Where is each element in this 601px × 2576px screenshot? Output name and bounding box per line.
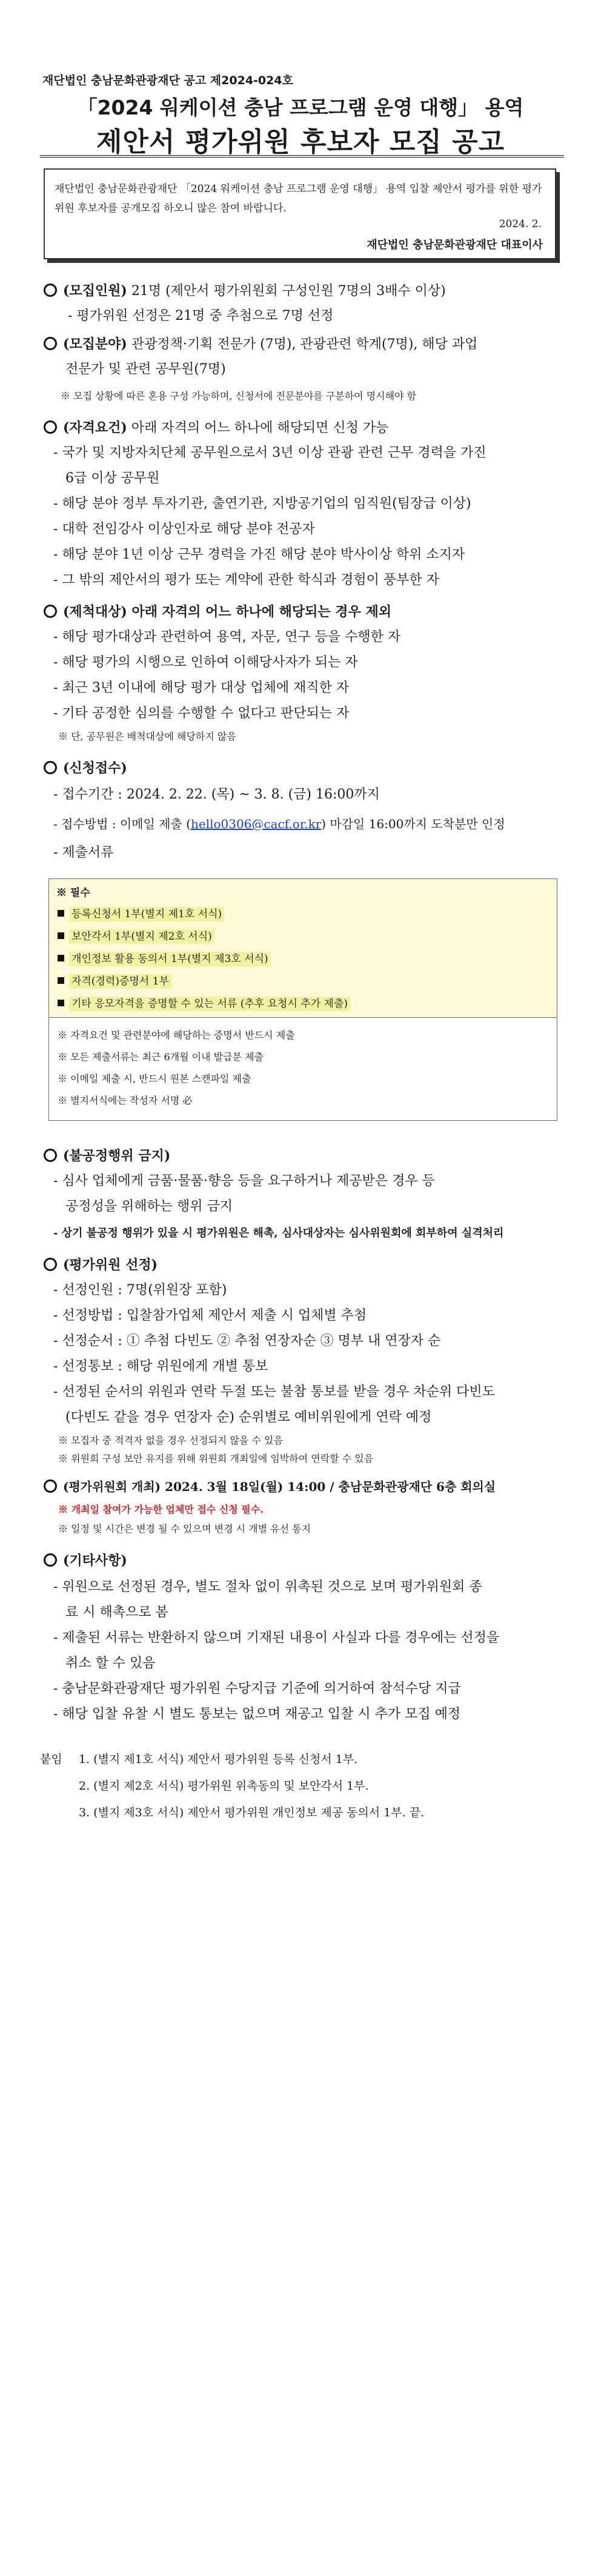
appendix-item: 2. (별지 제2호 서식) 평가위원 위촉동의 및 보안각서 1부. [79,1779,369,1793]
field-note: ※ 모집 상황에 따른 혼용 구성 가능하며, 신청서에 전문분야를 구분하여 명시해야 함 [61,390,417,402]
unfair-item: - 상기 불공정 행위가 있을 시 평가위원은 해촉, 심사대상자는 심사위원회에 회부하여 실격처리 [53,1227,504,1240]
intro-date: 2024. 2. [499,218,542,230]
selection-item: (다빈도 같을 경우 연장자 순) 순위별로 예비위원에게 연락 예정 [65,1410,432,1425]
note-item: ※ 이메일 제출 시, 반드시 원본 스캔파일 제출 [58,1073,251,1084]
exclusion-item: - 해당 평가대상과 관련하여 용역, 자문, 연구 등을 수행한 자 [53,629,401,645]
circle-bullet-icon [44,605,57,618]
title-line-1: 「2024 워케이션 충남 프로그램 운영 대행」 용역 [77,96,524,119]
list-item: 등록신청서 1부(별지 제1호 서식) [58,903,350,926]
submission-notes-box [48,1018,557,1121]
circle-bullet-icon [44,420,57,434]
list-item: 기타 응모자격을 증명할 수 있는 서류 (추후 요청시 추가 제출) [58,993,350,1015]
square-bullet-icon [58,910,64,917]
circle-bullet-icon [44,337,57,350]
appendix-item: 1. (별지 제1호 서식) 제안서 평가위원 등록 신청서 1부. [79,1753,358,1766]
qualification-item: - 대학 전임강사 이상인자로 해당 분야 전공자 [53,522,315,537]
square-bullet-icon [58,932,64,939]
section-application: (신청접수) [44,756,127,781]
other-item: - 충남문화관광재단 평가위원 수당지급 기준에 의거하여 참석수당 지급 [53,1681,461,1696]
unfair-item: - 심사 업체에게 금품·물품·향응 등을 요구하거나 제공받은 경우 등 [53,1173,435,1189]
qualification-item: - 해당 분야 1년 이상 근무 경력을 가진 해당 분야 박사이상 학위 소지자 [53,547,465,562]
intro-box [44,168,556,259]
appendix-label: 붙임 [40,1753,62,1766]
selection-item: - 선정인원 : 7명(위원장 포함) [53,1283,227,1298]
selection-item: - 선정된 순서의 위원과 연락 두절 또는 불참 통보를 받을 경우 차순위 다빈도 [53,1384,495,1399]
committee-red-note: ※ 개최일 참여가 가능한 업체만 접수 신청 필수. [58,1504,264,1515]
qualification-item: 6급 이상 공무원 [65,471,160,486]
notice-number: 재단법인 충남문화관광재단 공고 제2024-024호 [42,74,293,87]
circle-bullet-icon [44,761,57,774]
circle-bullet-icon [44,1479,57,1493]
section-field: (모집분야) 관광정책·기획 전문가 (7명), 관광관련 학계(7명), 해당 과업 [44,332,477,357]
qualification-item: - 국가 및 지방자치단체 공무원으로서 3년 이상 관광 관련 근무 경력을 가진 [53,445,486,460]
selection-item: - 선정순서 : ① 추첨 다빈도 ② 추첨 연장자순 ③ 명부 내 연장자 순 [53,1333,441,1349]
exclusion-item: - 기타 공정한 심의를 수행할 수 없다고 판단되는 자 [53,706,350,721]
qualification-item: - 해당 분야 정부 투자기관, 출연기관, 지방공기업의 임직원(팀장급 이상) [53,496,471,511]
submission-docs: - 제출서류 [53,845,114,860]
section-qualification: (자격요건) 아래 자격의 어느 하나에 해당되면 신청 가능 [44,416,388,440]
appendix-item: 3. (별지 제3호 서식) 제안서 평가위원 개인정보 제공 동의서 1부. 끝. [79,1806,425,1819]
page-title: 제안서 평가위원 후보자 모집 공고 [96,127,505,158]
selection-note: ※ 모집자 중 적격자 없을 경우 선정되지 않을 수 있음 [58,1435,283,1446]
email-link[interactable]: hello0306@cacf.or.kr [190,817,322,831]
title-divider [40,155,564,158]
circle-bullet-icon [44,1149,57,1162]
other-item: - 위원으로 선정된 경우, 별도 절차 없이 위촉된 것으로 보며 평가위원회 종 [53,1579,482,1595]
list-item: 자격(경력)증명서 1부 [58,971,350,993]
selection-item: - 선정방법 : 입찰참가업체 제안서 제출 시 업체별 추첨 [53,1308,367,1323]
section-exclusion: (제척대상) 아래 자격의 어느 하나에 해당되는 경우 제외 [44,600,391,625]
note-item: ※ 자격요건 및 관련분야에 해당하는 증명서 반드시 제출 [58,1029,295,1041]
recruit-count-sub: - 평가위원 선정은 21명 중 추첨으로 7명 선정 [68,308,334,324]
note-item: ※ 별지서식에는 작성자 서명 必 [58,1095,193,1106]
section-selection: (평가위원 선정) [44,1253,158,1278]
exclusion-note: ※ 단, 공무원은 배척대상에 해당하지 않음 [58,731,236,742]
required-docs-box [48,878,557,1018]
exclusion-item: - 최근 3년 이내에 해당 평가 대상 업체에 재직한 자 [53,680,350,695]
exclusion-item: - 해당 평가의 시행으로 인하여 이해당사자가 되는 자 [53,655,358,670]
intro-text: 재단법인 충남문화관광재단 「2024 워케이션 충남 프로그램 운영 대행」 용역 입찰 제안서 평가를 위한 평가위원 후보자를 공개모집 하오니 많은 참여 바랍니다. [55,183,542,214]
square-bullet-icon [58,977,64,984]
section-committee: (평가위원회 개최) 2024. 3월 18일(월) 14:00 / 충남문화관광재단 6층 회의실 [44,1475,496,1499]
selection-item: - 선정통보 : 해당 위원에게 개별 통보 [53,1359,268,1374]
intro-organization: 재단법인 충남문화관광재단 대표이사 [367,239,543,251]
section-unfair-practice: (불공정행위 금지) [44,1144,170,1169]
other-item: 료 시 해촉으로 봄 [65,1605,168,1620]
other-item: - 제출된 서류는 반환하지 않으며 기재된 내용이 사실과 다를 경우에는 선정을 [53,1630,500,1645]
circle-bullet-icon [44,1553,57,1567]
section-recruit-count: (모집인원) 21명 (제안서 평가위원회 구성인원 7명의 3배수 이상) [44,279,446,304]
committee-note: ※ 일정 및 시간은 변경 될 수 있으며 변경 시 개별 유선 통지 [58,1523,311,1535]
list-item: 개인정보 활용 동의서 1부(별지 제3호 서식) [58,948,350,971]
unfair-item: 공정성을 위해하는 행위 금지 [65,1199,233,1214]
note-item: ※ 모든 제출서류는 최근 6개월 이내 발급분 제출 [58,1051,264,1063]
section-other: (기타사항) [44,1549,127,1573]
application-period: - 접수기간 : 2024. 2. 22. (목) ~ 3. 8. (금) 16:00까지 [53,787,380,802]
square-bullet-icon [58,955,64,961]
list-item: 보안각서 1부(별지 제2호 서식) [58,926,350,948]
selection-note: ※ 위원회 구성 보안 유지를 위해 위원회 개최일에 임박하여 연락할 수 있음 [58,1453,374,1464]
qualification-item: - 그 밖의 제안서의 평가 또는 계약에 관한 학식과 경험이 풍부한 자 [53,573,439,588]
other-item: 취소 할 수 있음 [65,1656,156,1671]
circle-bullet-icon [44,1258,57,1271]
field-text-2: 전문가 및 관련 공무원(7명) [65,362,226,377]
application-method: - 접수방법 : 이메일 제출 (hello0306@cacf.or.kr) 마감일 16:00까지 도착분만 인정 [53,817,505,831]
other-item: - 해당 입찰 유찰 시 별도 통보는 없으며 재공고 입찰 시 추가 모집 예정 [53,1707,461,1722]
required-label: ※ 필수 [56,887,90,899]
circle-bullet-icon [44,284,57,297]
square-bullet-icon [58,1000,64,1006]
